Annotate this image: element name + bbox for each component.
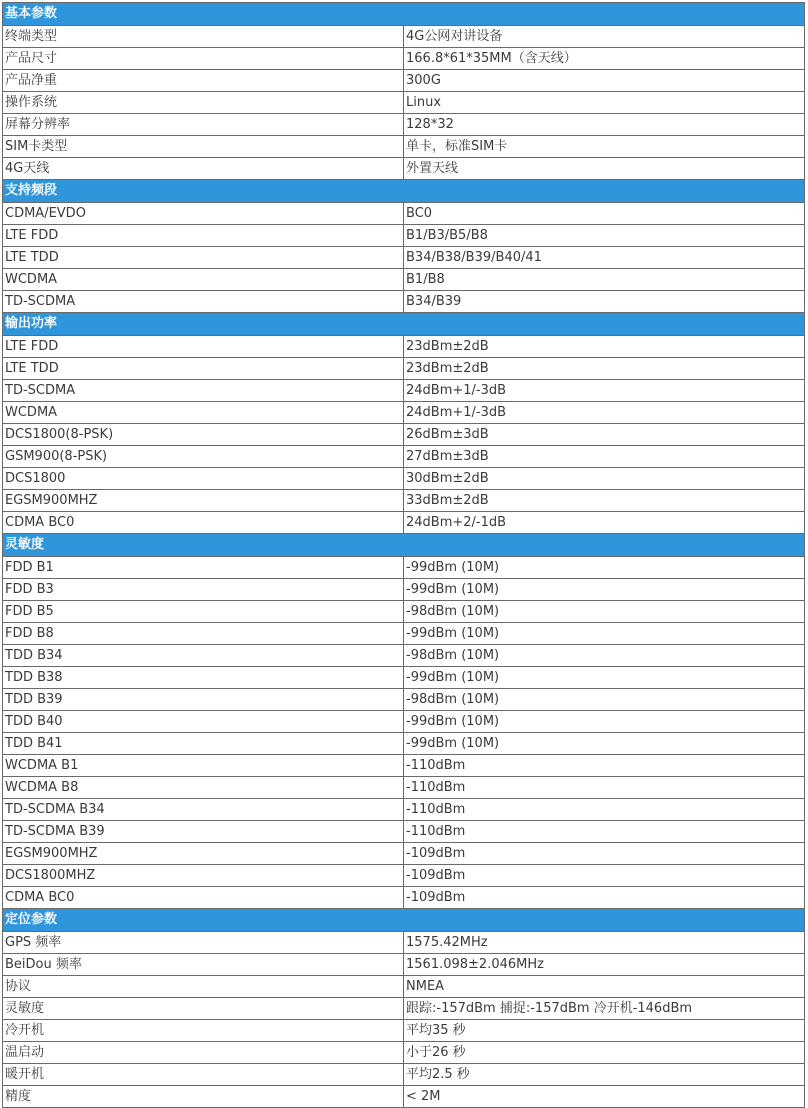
param-value-cell: 24dBm+2/-1dB: [404, 512, 805, 534]
param-name-cell: FDD B8: [3, 623, 404, 645]
param-name-cell: LTE FDD: [3, 336, 404, 358]
table-row: [3, 247, 805, 269]
table-row: [3, 976, 805, 998]
section-title: 定位参数: [3, 909, 805, 932]
table-row: [3, 446, 805, 468]
param-value-cell: 128*32: [404, 114, 805, 136]
param-value-cell: B34/B39: [404, 291, 805, 313]
param-value-cell: 27dBm±3dB: [404, 446, 805, 468]
table-row: [3, 114, 805, 136]
param-name-cell: WCDMA B1: [3, 755, 404, 777]
param-name-cell: 冷开机: [3, 1020, 404, 1042]
table-row: [3, 358, 805, 380]
param-name-cell: SIM卡类型: [3, 136, 404, 158]
section-title: 输出功率: [3, 313, 805, 336]
param-name-cell: GPS 频率: [3, 932, 404, 954]
table-row: [3, 733, 805, 755]
param-name-cell: WCDMA: [3, 402, 404, 424]
param-name-cell: 暖开机: [3, 1064, 404, 1086]
param-value-cell: -110dBm: [404, 821, 805, 843]
spec-table-body: [3, 3, 805, 1108]
table-row: [3, 645, 805, 667]
param-value-cell: 平均2.5 秒: [404, 1064, 805, 1086]
param-value-cell: -99dBm (10M): [404, 711, 805, 733]
param-value-cell: Linux: [404, 92, 805, 114]
table-row: [3, 623, 805, 645]
param-value-cell: NMEA: [404, 976, 805, 998]
param-name-cell: CDMA BC0: [3, 512, 404, 534]
param-name-cell: TDD B34: [3, 645, 404, 667]
param-name-cell: 灵敏度: [3, 998, 404, 1020]
table-row: [3, 70, 805, 92]
section-header-row: [3, 909, 805, 932]
table-row: [3, 887, 805, 909]
param-name-cell: DCS1800(8-PSK): [3, 424, 404, 446]
param-name-cell: FDD B3: [3, 579, 404, 601]
param-name-cell: WCDMA B8: [3, 777, 404, 799]
table-row: [3, 380, 805, 402]
param-value-cell: 24dBm+1/-3dB: [404, 402, 805, 424]
param-value-cell: 24dBm+1/-3dB: [404, 380, 805, 402]
param-value-cell: < 2M: [404, 1086, 805, 1108]
param-name-cell: 操作系统: [3, 92, 404, 114]
param-name-cell: LTE TDD: [3, 358, 404, 380]
table-row: [3, 711, 805, 733]
param-value-cell: -99dBm (10M): [404, 557, 805, 579]
param-value-cell: 4G公网对讲设备: [404, 26, 805, 48]
table-row: [3, 225, 805, 247]
table-row: [3, 1020, 805, 1042]
table-row: [3, 26, 805, 48]
param-name-cell: WCDMA: [3, 269, 404, 291]
section-title: 灵敏度: [3, 534, 805, 557]
table-row: [3, 1042, 805, 1064]
table-row: [3, 865, 805, 887]
param-value-cell: 平均35 秒: [404, 1020, 805, 1042]
param-name-cell: EGSM900MHZ: [3, 490, 404, 512]
table-row: [3, 799, 805, 821]
table-row: [3, 821, 805, 843]
param-value-cell: 26dBm±3dB: [404, 424, 805, 446]
param-value-cell: -98dBm (10M): [404, 645, 805, 667]
param-name-cell: TD-SCDMA B34: [3, 799, 404, 821]
table-row: [3, 601, 805, 623]
param-value-cell: BC0: [404, 203, 805, 225]
param-value-cell: -110dBm: [404, 777, 805, 799]
param-value-cell: 33dBm±2dB: [404, 490, 805, 512]
table-row: [3, 269, 805, 291]
param-value-cell: -109dBm: [404, 887, 805, 909]
table-row: [3, 291, 805, 313]
param-name-cell: 精度: [3, 1086, 404, 1108]
param-name-cell: TD-SCDMA: [3, 291, 404, 313]
param-name-cell: 温启动: [3, 1042, 404, 1064]
param-name-cell: FDD B5: [3, 601, 404, 623]
param-name-cell: TDD B40: [3, 711, 404, 733]
param-name-cell: TDD B38: [3, 667, 404, 689]
table-row: [3, 1064, 805, 1086]
param-value-cell: 跟踪:-157dBm 捕捉:-157dBm 冷开机-146dBm: [404, 998, 805, 1020]
section-title: 支持频段: [3, 180, 805, 203]
table-row: [3, 998, 805, 1020]
param-name-cell: TDD B39: [3, 689, 404, 711]
param-value-cell: -99dBm (10M): [404, 623, 805, 645]
param-value-cell: B1/B3/B5/B8: [404, 225, 805, 247]
param-value-cell: -99dBm (10M): [404, 579, 805, 601]
param-name-cell: 协议: [3, 976, 404, 998]
param-value-cell: -110dBm: [404, 755, 805, 777]
param-name-cell: TDD B41: [3, 733, 404, 755]
param-value-cell: -109dBm: [404, 843, 805, 865]
param-name-cell: FDD B1: [3, 557, 404, 579]
param-value-cell: 1561.098±2.046MHz: [404, 954, 805, 976]
param-value-cell: 外置天线: [404, 158, 805, 180]
table-row: [3, 158, 805, 180]
table-row: [3, 402, 805, 424]
table-row: [3, 667, 805, 689]
param-value-cell: 23dBm±2dB: [404, 336, 805, 358]
table-row: [3, 512, 805, 534]
param-value-cell: 30dBm±2dB: [404, 468, 805, 490]
param-name-cell: 终端类型: [3, 26, 404, 48]
param-name-cell: GSM900(8-PSK): [3, 446, 404, 468]
param-name-cell: DCS1800MHZ: [3, 865, 404, 887]
param-name-cell: 屏幕分辨率: [3, 114, 404, 136]
table-row: [3, 468, 805, 490]
param-name-cell: 产品净重: [3, 70, 404, 92]
section-header-row: [3, 180, 805, 203]
param-name-cell: CDMA/EVDO: [3, 203, 404, 225]
section-header-row: [3, 534, 805, 557]
table-row: [3, 203, 805, 225]
spec-table: [2, 2, 805, 1108]
param-name-cell: BeiDou 频率: [3, 954, 404, 976]
param-value-cell: 300G: [404, 70, 805, 92]
param-value-cell: 23dBm±2dB: [404, 358, 805, 380]
table-row: [3, 689, 805, 711]
param-name-cell: LTE FDD: [3, 225, 404, 247]
param-name-cell: TD-SCDMA: [3, 380, 404, 402]
param-name-cell: 4G天线: [3, 158, 404, 180]
param-value-cell: B1/B8: [404, 269, 805, 291]
param-value-cell: -109dBm: [404, 865, 805, 887]
section-header-row: [3, 313, 805, 336]
table-row: [3, 777, 805, 799]
table-row: [3, 755, 805, 777]
param-value-cell: 单卡，标准SIM卡: [404, 136, 805, 158]
param-name-cell: LTE TDD: [3, 247, 404, 269]
param-value-cell: 166.8*61*35MM（含天线）: [404, 48, 805, 70]
table-row: [3, 557, 805, 579]
section-title: 基本参数: [3, 3, 805, 26]
param-value-cell: -99dBm (10M): [404, 733, 805, 755]
param-value-cell: B34/B38/B39/B40/41: [404, 247, 805, 269]
table-row: [3, 954, 805, 976]
table-row: [3, 579, 805, 601]
table-row: [3, 932, 805, 954]
table-row: [3, 136, 805, 158]
section-header-row: [3, 3, 805, 26]
param-name-cell: CDMA BC0: [3, 887, 404, 909]
param-name-cell: EGSM900MHZ: [3, 843, 404, 865]
table-row: [3, 424, 805, 446]
table-row: [3, 843, 805, 865]
param-name-cell: DCS1800: [3, 468, 404, 490]
param-name-cell: 产品尺寸: [3, 48, 404, 70]
param-value-cell: -110dBm: [404, 799, 805, 821]
param-value-cell: -99dBm (10M): [404, 667, 805, 689]
table-row: [3, 48, 805, 70]
param-value-cell: 1575.42MHz: [404, 932, 805, 954]
param-value-cell: -98dBm (10M): [404, 601, 805, 623]
table-row: [3, 1086, 805, 1108]
param-name-cell: TD-SCDMA B39: [3, 821, 404, 843]
param-value-cell: 小于26 秒: [404, 1042, 805, 1064]
table-row: [3, 336, 805, 358]
param-value-cell: -98dBm (10M): [404, 689, 805, 711]
table-row: [3, 490, 805, 512]
table-row: [3, 92, 805, 114]
